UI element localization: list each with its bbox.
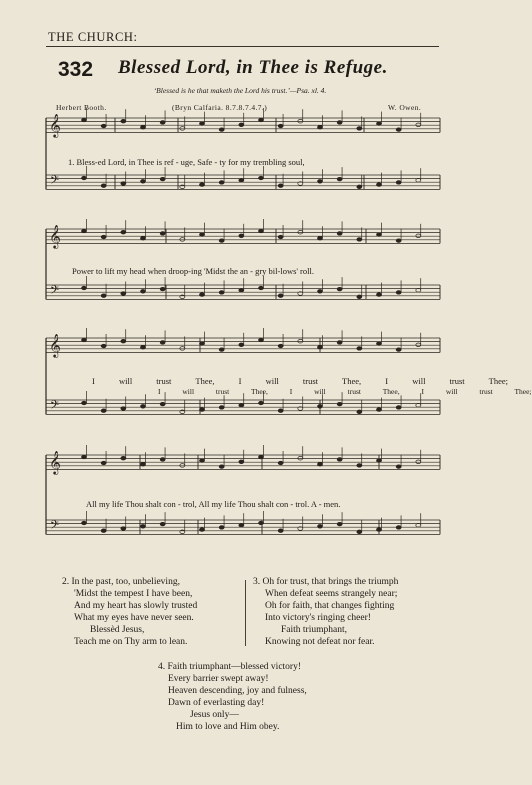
notehead [396,291,401,295]
notehead [259,286,264,290]
notehead [219,465,224,469]
verse-2-line: And my heart has slowly trusted [74,600,198,611]
notehead [377,459,382,463]
notehead [239,123,244,127]
notehead [200,233,205,237]
notehead [101,344,106,348]
verse-2-line: Blessèd Jesus, [90,624,145,635]
notehead [396,406,401,410]
notehead [219,181,224,185]
notehead [396,465,401,469]
notehead [141,405,146,409]
lyric-line-3-lower: I will trust Thee, I will trust Thee, I will trust Thee; [158,387,532,396]
notehead [239,288,244,292]
bass-clef-icon: 𝄢 [50,174,60,190]
notehead [101,409,106,413]
notehead [278,124,283,128]
notehead [259,338,264,342]
notehead [101,294,106,298]
notehead [377,408,382,412]
notehead [357,238,362,242]
notehead [318,180,323,184]
notehead [239,403,244,407]
notehead [377,183,382,187]
notehead [337,458,342,462]
notehead [141,180,146,184]
notehead [318,290,323,294]
notehead [219,128,224,132]
notehead [337,341,342,345]
notehead [357,185,362,189]
notehead [82,338,87,342]
verse-4-line: Every barrier swept away! [168,673,269,684]
bass-clef-icon: 𝄢 [50,519,60,535]
lyric-line-1: 1. Bless-ed Lord, in Thee is ref - uge, Safe - ty for my trembling soul, [68,157,305,167]
notehead [160,121,165,125]
notehead [337,287,342,291]
notehead [82,401,87,405]
notehead [318,125,323,129]
notehead [396,348,401,352]
notehead [121,292,126,296]
notehead [318,525,323,529]
notehead [318,405,323,409]
notehead [141,525,146,529]
notehead [416,234,421,238]
notehead [298,456,303,460]
notehead [396,181,401,185]
verse-2 [62,577,197,648]
notehead [219,291,224,295]
notehead [101,124,106,128]
notehead [259,455,264,459]
notehead [121,527,126,531]
notehead [180,127,185,131]
notehead [141,125,146,129]
notehead [82,521,87,525]
verse-2-line: 'Midst the tempest I have been, [74,588,193,599]
notehead [318,345,323,349]
notehead [337,177,342,181]
notehead [141,290,146,294]
notehead [121,119,126,123]
notehead [200,293,205,297]
treble-clef-icon: 𝄞 [49,113,61,137]
notehead [298,230,303,234]
notehead [82,176,87,180]
notehead [160,232,165,236]
notehead [298,119,303,123]
notehead [121,230,126,234]
notehead [416,123,421,127]
notehead [396,526,401,530]
notehead [82,286,87,290]
verse-3-line: When defeat seems strangely near; [265,588,398,599]
notehead [101,235,106,239]
notehead [141,462,146,466]
notehead [357,464,362,468]
notehead [377,342,382,346]
verse-4 [158,662,307,733]
verse-3-line: Knowing not defeat nor fear. [265,636,375,647]
notehead [180,238,185,242]
notehead [200,408,205,412]
notehead [298,339,303,343]
notehead [357,127,362,131]
notehead [121,407,126,411]
notehead [160,458,165,462]
notehead [278,461,283,465]
composer-credit: W. Owen. [388,103,422,112]
notehead [200,183,205,187]
notehead [337,402,342,406]
verse-4-line: 4. Faith triumphant—blessed victory! [158,662,302,672]
notehead [200,459,205,463]
verse-4-line: Heaven descending, joy and fulness, [168,685,307,696]
notehead [278,344,283,348]
notehead [121,339,126,343]
verse-4-line: Jesus only— [190,709,239,720]
verse-3-line: Oh for faith, that changes fighting [265,600,395,611]
notehead [101,184,106,188]
notehead [121,182,126,186]
notehead [259,401,264,405]
notehead [239,343,244,347]
notehead [318,236,323,240]
notehead [239,523,244,527]
notehead [101,529,106,533]
notehead [278,235,283,239]
notehead [160,287,165,291]
notehead [357,530,362,534]
verse-4-line: Him to love and Him obey. [176,721,280,732]
notehead [141,236,146,240]
notehead [239,178,244,182]
notehead [200,122,205,126]
notehead [278,409,283,413]
lyric-line-2: Power to lift my head when droop-ing 'Midst the an - gry bil-lows' roll. [72,266,314,276]
notehead [121,456,126,460]
lyric-line-4: All my life Thou shalt con - trol, All my life Thou shalt con - trol. A - men. [86,499,341,509]
notehead [200,528,205,532]
notehead [219,239,224,243]
notehead [82,229,87,233]
notehead [396,239,401,243]
notehead [416,460,421,464]
notehead [82,455,87,459]
notehead [141,345,146,349]
notehead [180,347,185,351]
treble-clef-icon: 𝄞 [49,450,61,474]
notehead [278,184,283,188]
notehead [416,343,421,347]
notehead [160,402,165,406]
notehead [337,232,342,236]
verse-2-line: What my eyes have never seen. [74,612,194,623]
notehead [101,461,106,465]
verse-2-line: Teach me on Thy arm to lean. [74,636,188,647]
treble-clef-icon: 𝄞 [49,224,61,248]
running-head: THE CHURCH: [48,30,138,44]
notehead [357,347,362,351]
notehead [160,522,165,526]
bass-clef-icon: 𝄢 [50,399,60,415]
scripture-epigraph: ‘Blessed is he that maketh the Lord his trust.’—Psa. xl. 4. [153,86,327,95]
notehead [377,233,382,237]
hymn-number: 332 [58,58,94,81]
notehead [239,460,244,464]
notehead [396,128,401,132]
verse-divider [245,580,246,646]
notehead [259,176,264,180]
notehead [180,464,185,468]
author-credit: Herbert Booth. [56,103,107,112]
verse-3 [253,577,398,648]
notehead [357,295,362,299]
notehead [259,229,264,233]
notehead [219,348,224,352]
notehead [219,406,224,410]
notehead [160,177,165,181]
hymn-title: Blessed Lord, in Thee is Refuge. [118,57,388,78]
verse-3-line: Into victory's ringing cheer! [265,612,371,623]
bass-clef-icon: 𝄢 [50,284,60,300]
notehead [259,521,264,525]
notehead [278,294,283,298]
notehead [337,121,342,125]
notehead [278,529,283,533]
notehead [377,122,382,126]
verse-4-line: Dawn of everlasting day! [168,697,265,708]
notehead [318,462,323,466]
lyric-line-3-upper: I will trust Thee, I will trust Thee, I will trust Thee; [92,376,508,386]
tune-meter: (Bryn Calfaria. 8.7.8.7.4.7.) [172,103,268,112]
verse-3-line: 3. Oh for trust, that brings the triumph [253,577,399,587]
notehead [259,118,264,122]
notehead [200,342,205,346]
treble-clef-icon: 𝄞 [49,333,61,357]
notehead [377,528,382,532]
verse-3-line: Faith triumphant, [281,624,347,635]
notehead [82,118,87,122]
notehead [239,234,244,238]
notehead [377,293,382,297]
notehead [219,526,224,530]
verse-2-line: 2. In the past, too, unbelieving, [62,577,180,587]
notehead [337,522,342,526]
notehead [160,341,165,345]
notehead [357,410,362,414]
